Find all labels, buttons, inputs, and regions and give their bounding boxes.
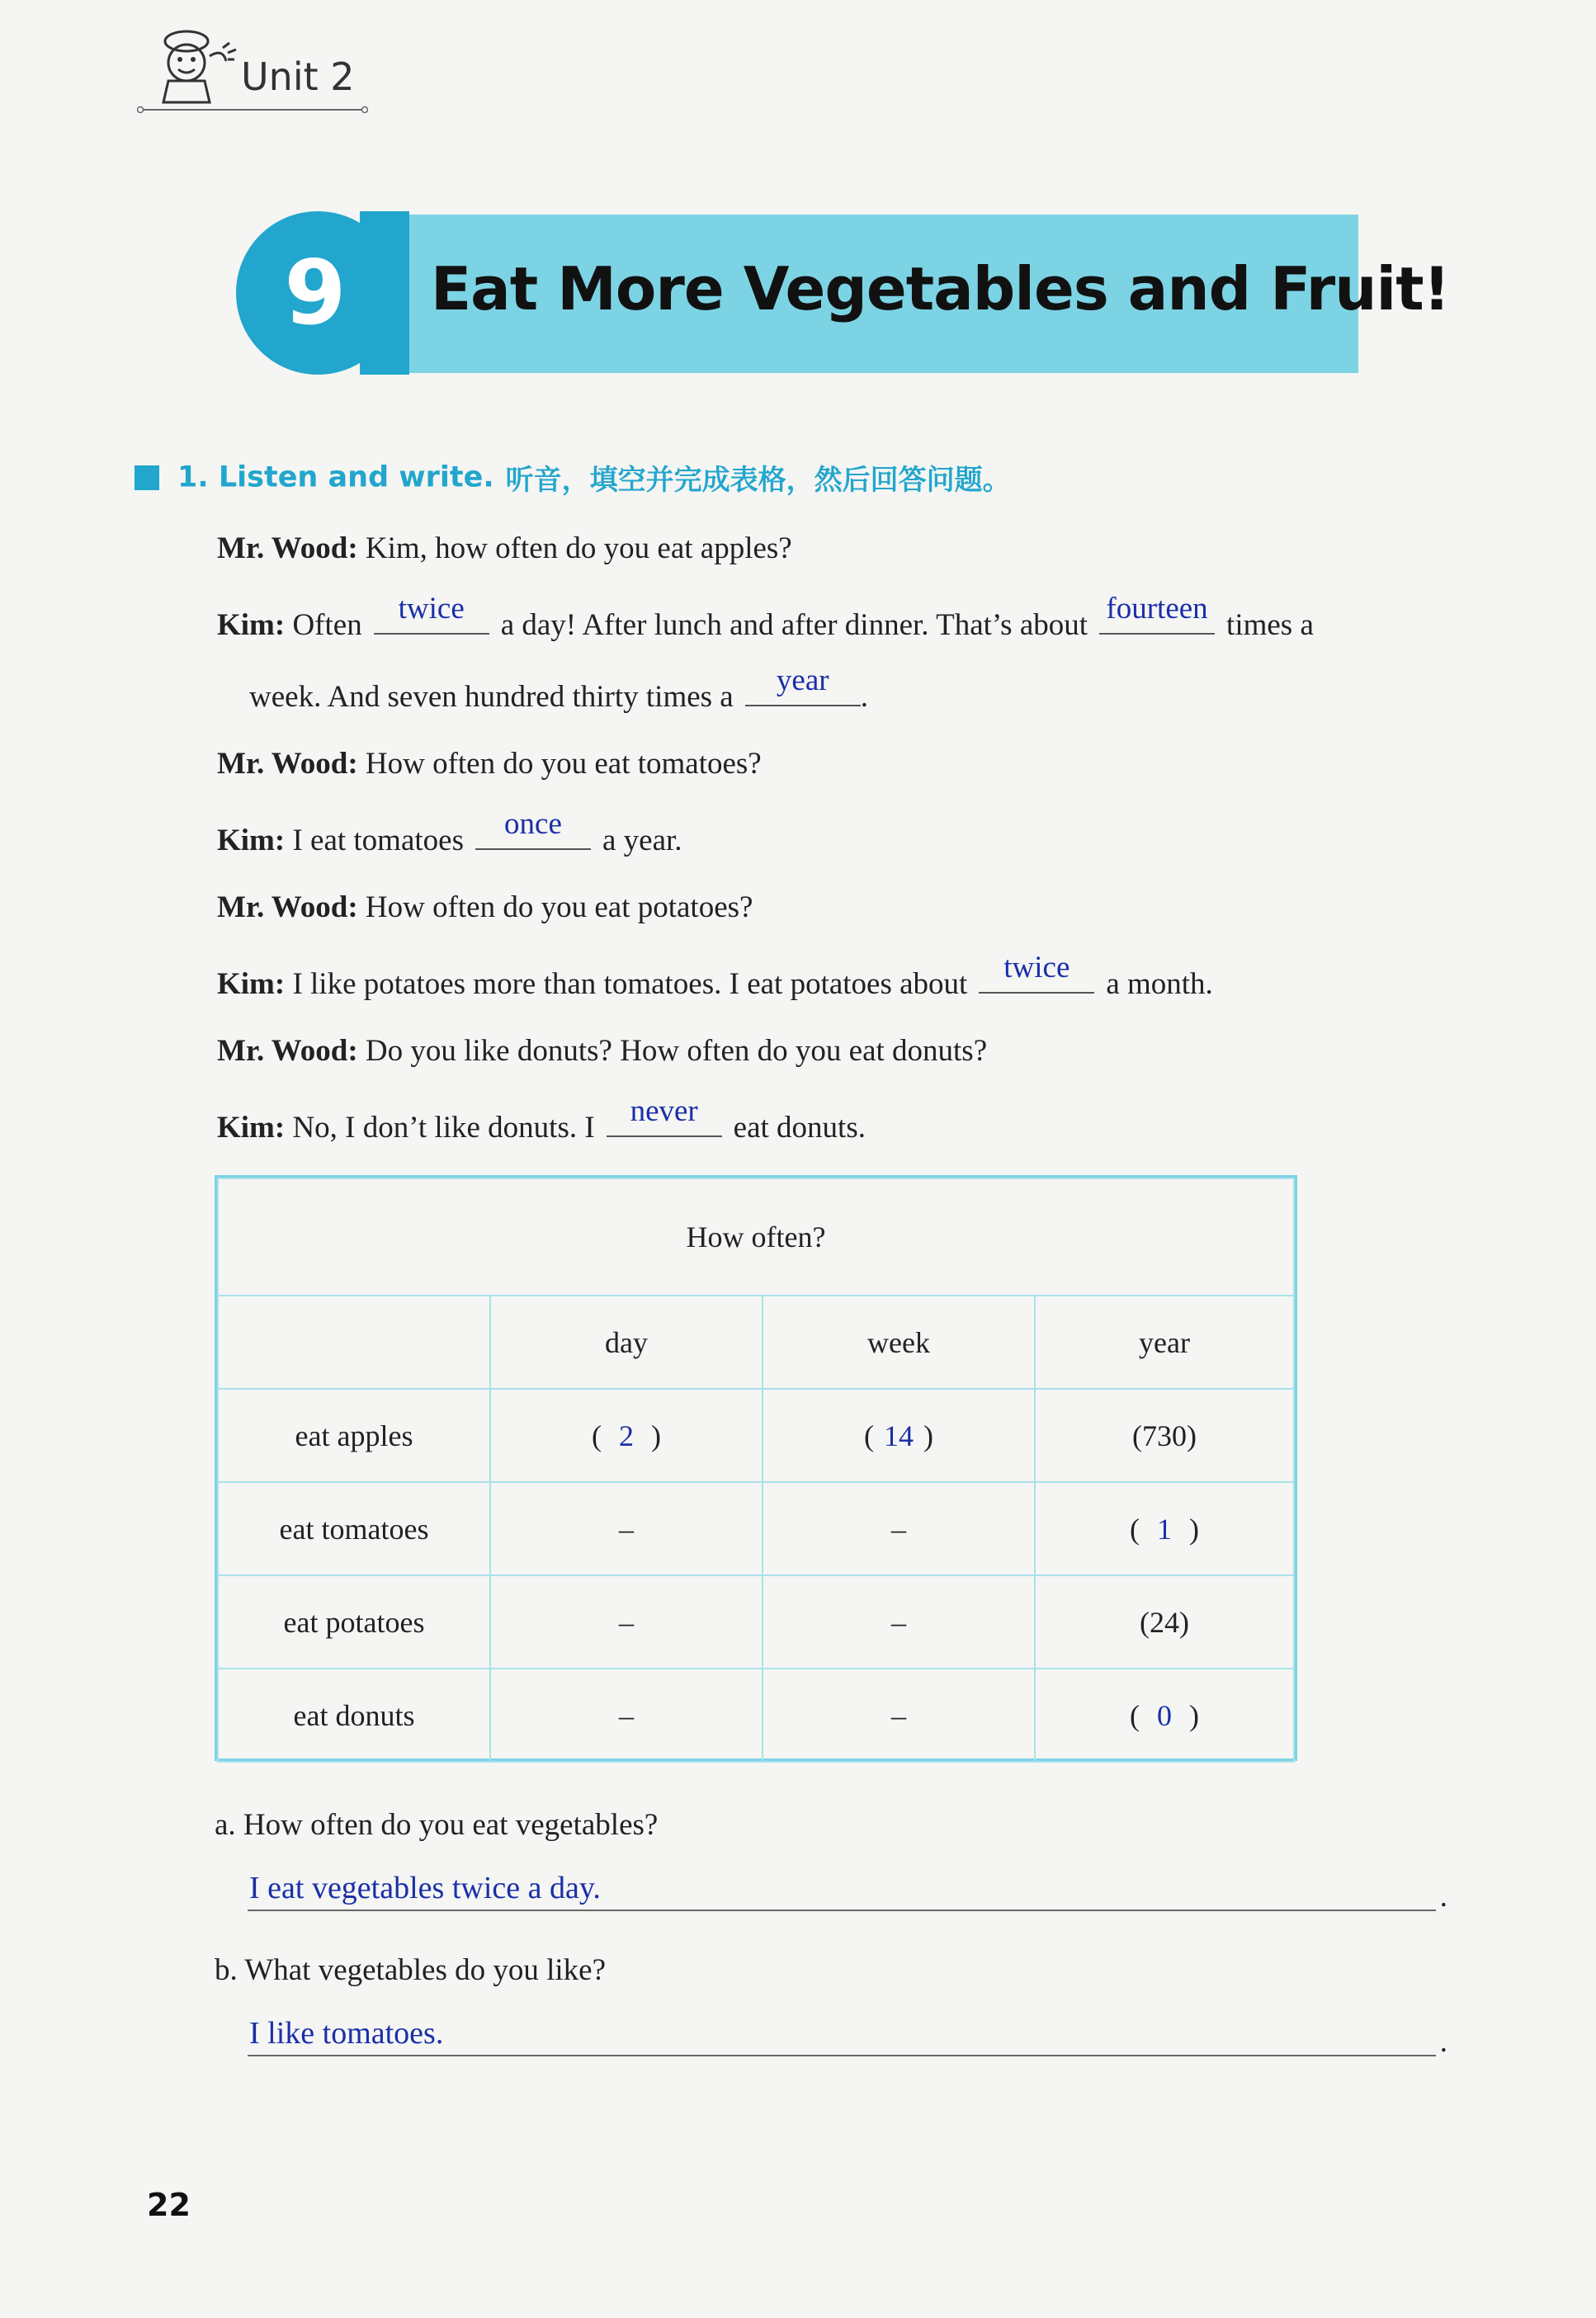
question-b: b. What vegetables do you like? xyxy=(215,1953,607,1987)
dialogue-line: Mr. Wood: How often do you eat potatoes? xyxy=(217,890,753,924)
question-a: a. How often do you eat vegetables? xyxy=(215,1808,659,1842)
unit-header xyxy=(132,23,371,116)
table-cell[interactable]: ( 14 ) xyxy=(763,1389,1035,1482)
fill-blank[interactable]: year xyxy=(745,672,861,706)
unit-label: Unit 2 xyxy=(241,54,355,99)
table-cell: (24) xyxy=(1035,1575,1294,1669)
answer-b: I like tomatoes. xyxy=(249,2016,444,2051)
lesson-title: Eat More Vegetables and Fruit! xyxy=(431,254,1450,323)
fill-blank[interactable]: twice xyxy=(374,600,489,635)
page-number: 22 xyxy=(147,2187,191,2223)
section-instruction: 听音，填空并完成表格，然后回答问题。 xyxy=(505,464,1011,497)
table-row xyxy=(218,1482,1294,1575)
table-cell: – xyxy=(490,1669,763,1762)
dialogue-line: Mr. Wood: Do you like donuts? How often do you eat donuts? xyxy=(217,1034,988,1068)
fill-blank[interactable]: twice xyxy=(979,959,1094,994)
table-cell[interactable]: ( 1 ) xyxy=(1035,1482,1294,1575)
table-cell: (730) xyxy=(1035,1389,1294,1482)
table-cell: – xyxy=(490,1482,763,1575)
lesson-banner xyxy=(236,211,1450,375)
table-row xyxy=(218,1575,1294,1669)
table-title: How often? xyxy=(218,1178,1294,1296)
frequency-table xyxy=(215,1175,1297,1761)
row-label: eat apples xyxy=(218,1389,490,1482)
row-label: eat tomatoes xyxy=(218,1482,490,1575)
table-header-row xyxy=(218,1296,1294,1389)
dialogue-line: Kim: I eat tomatoes once a year. xyxy=(217,807,682,857)
dialogue-line: Mr. Wood: How often do you eat tomatoes? xyxy=(217,747,762,781)
column-header: week xyxy=(763,1296,1035,1389)
column-header: year xyxy=(1035,1296,1294,1389)
section-title: 1. Listen and write. xyxy=(177,460,494,494)
table-cell: – xyxy=(490,1575,763,1669)
dialogue-line: Kim: Often twice a day! After lunch and after dinner. That’s about fourteen times a xyxy=(217,592,1314,642)
column-header: day xyxy=(490,1296,763,1389)
fill-blank[interactable]: fourteen xyxy=(1099,600,1215,635)
dialogue-line: Mr. Wood: Kim, how often do you eat apples? xyxy=(217,531,792,565)
section-heading xyxy=(135,457,1011,498)
dialogue-line: week. And seven hundred thirty times a year . xyxy=(249,663,868,714)
table-cell[interactable]: ( 0 ) xyxy=(1035,1669,1294,1762)
answer-a: I eat vegetables twice a day. xyxy=(249,1871,601,1905)
table-row xyxy=(218,1669,1294,1762)
row-label: eat donuts xyxy=(218,1669,490,1762)
answer-line-a[interactable]: I eat vegetables twice a day. . xyxy=(248,1860,1436,1911)
dialogue-line: Kim: I like potatoes more than tomatoes. I eat potatoes about twice a month. xyxy=(217,951,1213,1001)
table-cell: – xyxy=(763,1575,1035,1669)
table-row xyxy=(218,1389,1294,1482)
square-bullet-icon xyxy=(135,465,159,490)
lesson-number: 9 xyxy=(284,242,347,345)
answer-line-b[interactable]: I like tomatoes. . xyxy=(248,2005,1436,2056)
row-label: eat potatoes xyxy=(218,1575,490,1669)
table-cell: – xyxy=(763,1669,1035,1762)
fill-blank[interactable]: never xyxy=(607,1102,722,1137)
table-cell: – xyxy=(763,1482,1035,1575)
header-rule xyxy=(137,106,368,114)
dialogue-line: Kim: No, I don’t like donuts. I never eat donuts. xyxy=(217,1094,866,1145)
mascot-icon xyxy=(144,23,251,114)
fill-blank[interactable]: once xyxy=(475,815,591,850)
table-cell[interactable]: ( 2 ) xyxy=(490,1389,763,1482)
